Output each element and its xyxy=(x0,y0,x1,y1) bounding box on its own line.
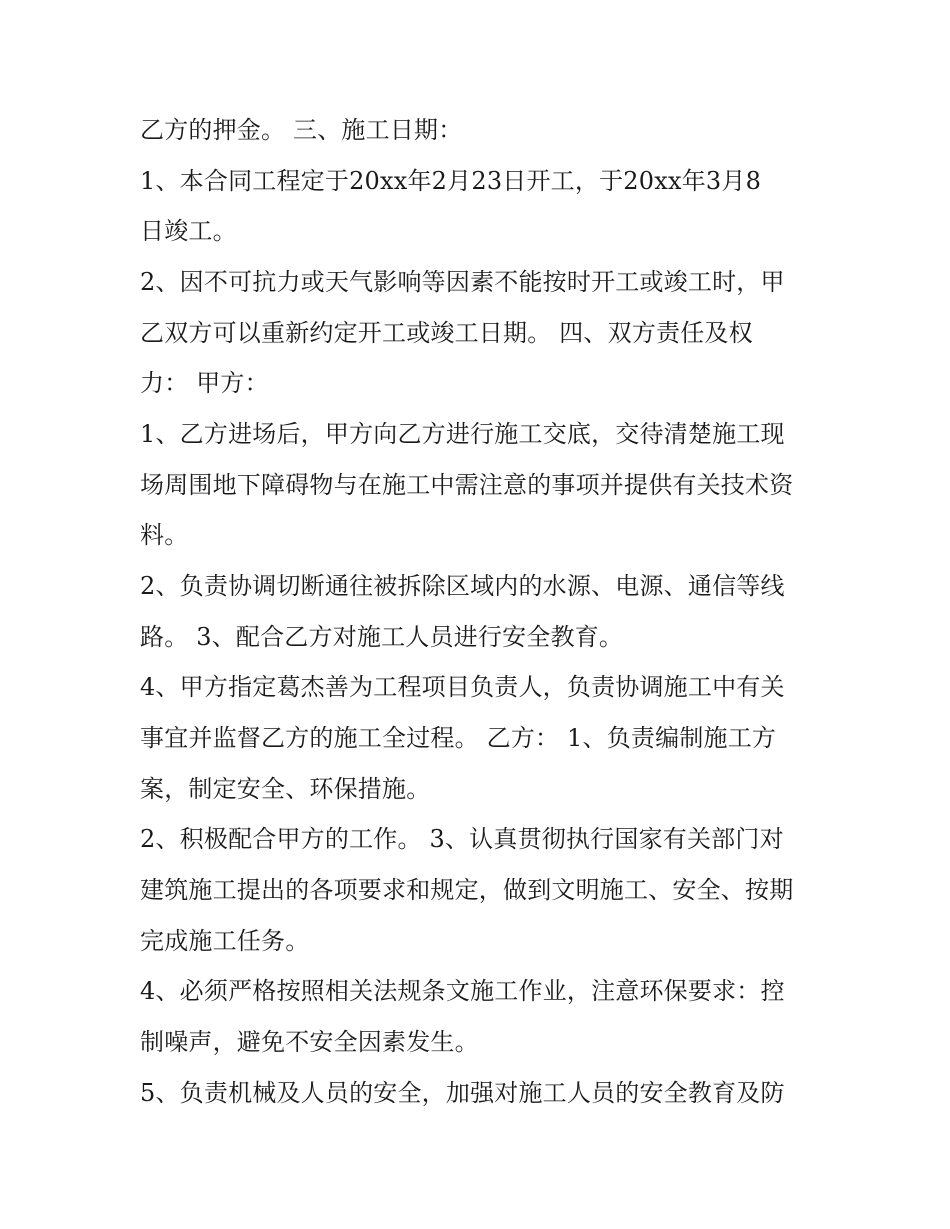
text-line: 日竣工。 xyxy=(140,217,237,245)
text-line: 完成施工任务。 xyxy=(140,927,310,955)
text-line: 5、负责机械及人员的安全，加强对施工人员的安全教育及防 xyxy=(140,1079,785,1107)
text-line: 2、积极配合甲方的工作。 3、认真贯彻执行国家有关部门对 xyxy=(140,825,784,853)
text-line: 乙双方可以重新约定开工或竣工日期。 四、双方责任及权 xyxy=(140,319,753,347)
text-line: 4、甲方指定葛杰善为工程项目负责人，负责协调施工中有关 xyxy=(140,673,785,701)
text-line: 2、因不可抗力或天气影响等因素不能按时开工或竣工时，甲 xyxy=(140,268,785,296)
text-line: 场周围地下障碍物与在施工中需注意的事项并提供有关技术资 xyxy=(140,471,794,499)
text-line: 事宜并监督乙方的施工全过程。 乙方： 1、负责编制施工方 xyxy=(140,724,777,752)
text-line: 4、必须严格按照相关法规条文施工作业，注意环保要求：控 xyxy=(140,977,785,1005)
text-line: 1、本合同工程定于20xx年2月23日开工，于20xx年3月8 xyxy=(140,167,762,195)
text-line: 乙方的押金。 三、施工日期： xyxy=(140,116,463,144)
text-line: 案，制定安全、环保措施。 xyxy=(140,775,431,803)
text-line: 力： 甲方： xyxy=(140,369,269,397)
text-line: 建筑施工提出的各项要求和规定，做到文明施工、安全、按期 xyxy=(140,876,794,904)
text-line: 1、乙方进场后，甲方向乙方进行施工交底，交待清楚施工现 xyxy=(140,420,785,448)
text-line: 2、负责协调切断通往被拆除区域内的水源、电源、通信等线 xyxy=(140,572,785,600)
text-line: 制噪声，避免不安全因素发生。 xyxy=(140,1028,479,1056)
text-line: 路。 3、配合乙方对施工人员进行安全教育。 xyxy=(140,623,624,651)
text-line: 料。 xyxy=(140,521,189,549)
